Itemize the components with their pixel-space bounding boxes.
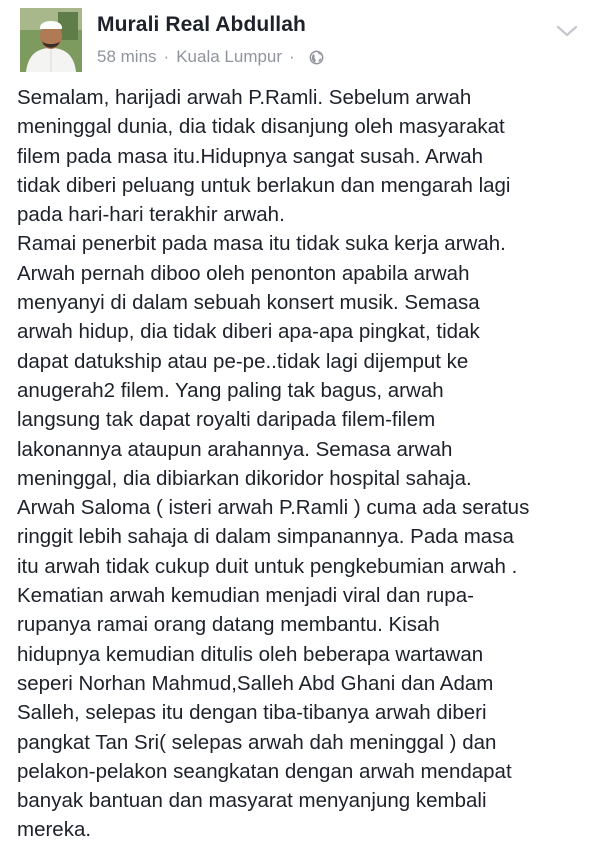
post-text-line: arwah hidup, dia tidak diberi apa-apa pingkat, tidak [17,320,480,344]
post-text-line: seperi Norhan Mahmud,Salleh Abd Ghani dan Adam [17,671,494,695]
post-location[interactable]: Kuala Lumpur [176,47,283,66]
post-text-line: dapat datukship atau pe-pe..tidak lagi dijemput ke [17,349,469,373]
post-text-line: langsung tak dapat royalti daripada filem-filem [17,408,436,432]
post-text-line: ringgit lebih sahaja di dalam simpanannya. Pada masa [17,525,514,549]
post-text-line: pangkat Tan Sri( selepas arwah dah meninggal ) dan [17,730,497,754]
post-text-line: lakonannya ataupun arahannya. Semasa arwah [17,437,453,461]
post-body-text [17,83,592,845]
post-text-line: Arwah pernah diboo oleh penonton apabila arwah [17,261,470,285]
post-text-line: Kematian arwah kemudian menjadi viral dan rupa- [17,584,474,608]
meta-separator: · [163,47,170,66]
meta-separator: · [289,47,295,66]
post-text-line: filem pada masa itu.Hidupnya sangat susah. Arwah [17,144,484,168]
post-text-line: Arwah Saloma ( isteri arwah P.Ramli ) cuma ada seratus [17,496,530,520]
post-text-line: meninggal, dia dibiarkan dikoridor hospital sahaja. [17,466,472,490]
post-text-line: Ramai penerbit pada masa itu tidak suka kerja arwah. [17,232,506,256]
post-text-line: meninggal dunia, dia tidak disanjung oleh masyarakat [17,115,505,139]
chevron-down-icon[interactable] [554,22,580,40]
post-text-line: menyanyi di dalam sebuah konsert musik. Semasa [17,291,480,315]
avatar-photo [20,8,82,72]
globe-icon[interactable] [309,50,324,65]
post-text-line: pelakon-pelakon seangkatan dengan arwah mendapat [17,759,512,783]
post-text-line: hidupnya kemudian ditulis oleh beberapa wartawan [17,642,484,666]
post-meta [97,47,324,67]
post-text-line: pada hari-hari terakhir arwah. [17,203,285,227]
post-text-line: banyak bantuan dan masyarat menyanjung kembali [17,789,487,813]
post-text-line: mereka. [17,818,92,842]
post-text-line: rupanya ramai orang datang membantu. Kisah [17,613,440,637]
post-time[interactable]: 58 mins [97,47,157,66]
post-header [0,0,600,84]
post-text-line: tidak diberi peluang untuk berlakun dan mengarah lagi [17,173,511,197]
post-text-line: anugerah2 filem. Yang paling tak bagus, arwah [17,378,444,402]
post-text-line: Salleh, selepas itu dengan tiba-tibanya arwah diberi [17,701,487,725]
post-text-line: itu arwah tidak cukup duit untuk pengkebumian arwah . [17,554,518,578]
author-name[interactable]: Murali Real Abdullah [97,13,306,36]
post-text-line: Semalam, harijadi arwah P.Ramli. Sebelum arwah [17,86,472,109]
avatar[interactable] [20,8,82,72]
